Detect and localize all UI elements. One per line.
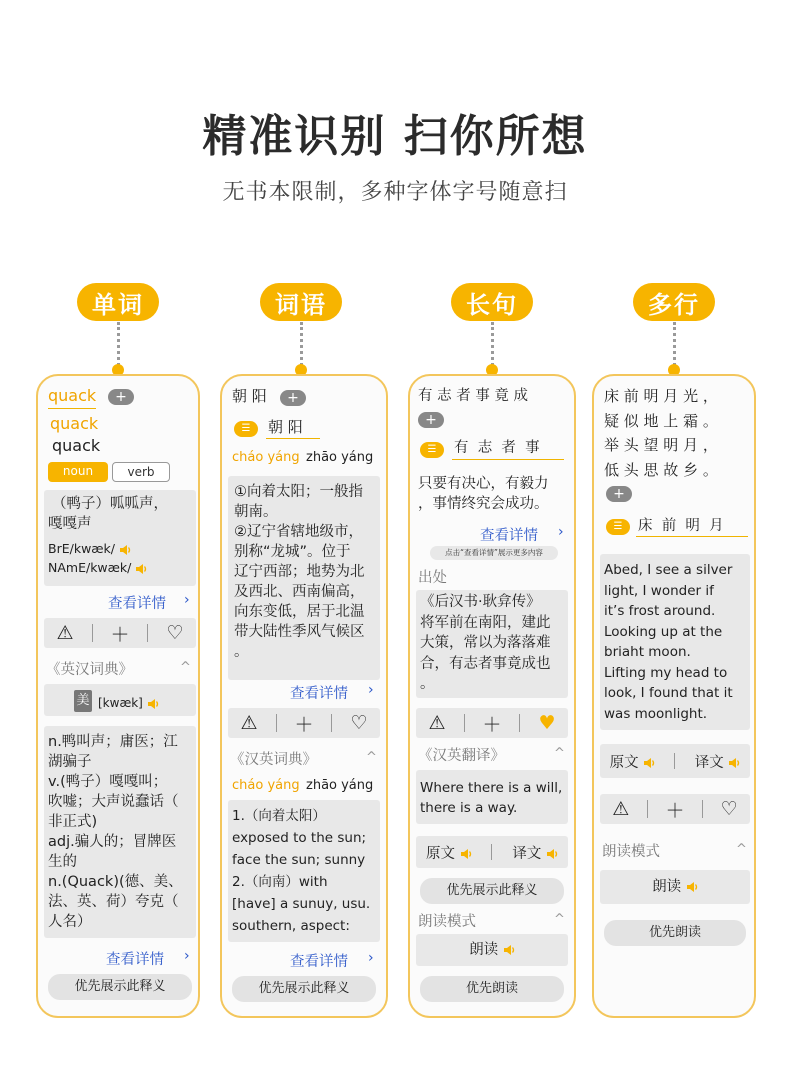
english-line: 2.（向南）with <box>232 874 328 890</box>
device-sentence <box>408 374 576 1018</box>
definition-line: 非正式) <box>48 814 98 830</box>
phonetic-bre: BrE/kwæk/ <box>48 539 131 559</box>
definition-line: ②辽宁省辖地级市， <box>234 524 363 540</box>
heart-icon[interactable]: ♡ <box>350 712 368 734</box>
heart-icon[interactable]: ♡ <box>720 798 738 820</box>
read-button[interactable]: 朗读 <box>416 934 568 966</box>
connector <box>491 322 494 366</box>
speaker-icon[interactable] <box>503 944 515 956</box>
source-label: 出处 <box>418 570 447 586</box>
speaker-icon[interactable] <box>460 848 472 860</box>
english-line: Where there is a will, <box>420 780 563 796</box>
definition-line: 吹嘘；大声说蠢话（ <box>48 794 179 810</box>
caret-up-icon[interactable]: ^ <box>736 842 747 857</box>
details-link[interactable]: 查看详情 <box>106 952 164 968</box>
chevron-right-icon: › <box>368 682 374 698</box>
priority-button[interactable]: 优先展示此释义 <box>48 974 192 1000</box>
english-line: there is a way. <box>420 800 518 816</box>
plus-icon[interactable]: ＋ <box>110 623 130 646</box>
definition-line: 法、英、荷）夸克（ <box>48 894 179 910</box>
plus-icon[interactable]: ＋ <box>482 713 502 736</box>
priority-read-button[interactable]: 优先朗读 <box>604 920 746 946</box>
definition-line: 别称“龙城”。位于 <box>234 544 351 560</box>
meaning-line: 只要有决心，有毅力 <box>418 476 549 492</box>
us-label: 美 <box>74 690 92 712</box>
exclamation-bubble-icon[interactable]: ⚠ <box>240 712 258 734</box>
poem-line: 床 前 明 月 光 ， <box>604 387 718 405</box>
details-link[interactable]: 查看详情 <box>290 686 348 702</box>
action-bar <box>44 618 196 648</box>
us-phonetic: [kwæk] <box>98 693 159 713</box>
source-line: 大策，常以为落落难 <box>420 635 551 651</box>
details-link[interactable]: 查看详情 <box>108 596 166 612</box>
note-icon: ☰ <box>420 442 444 458</box>
device-word <box>36 374 200 1018</box>
page-subtitle: 无书本限制，多种字体字号随意扫 <box>222 180 568 205</box>
read-toggle-row <box>600 744 750 778</box>
definition-line: ①向着太阳；一般指 <box>234 484 363 500</box>
note-icon: ☰ <box>606 519 630 535</box>
chevron-right-icon: › <box>558 524 564 540</box>
plus-icon[interactable]: + <box>280 390 306 406</box>
meaning-line: ，事情终究会成功。 <box>418 496 549 512</box>
dict-name: 《英汉词典》 <box>46 662 133 678</box>
english-line: Lifting my head to <box>604 664 728 681</box>
source-line: 。 <box>420 676 435 692</box>
hint-tooltip: 点击“查看详情”展示更多内容 <box>430 546 558 560</box>
english-line: Looking up at the <box>604 623 723 640</box>
connector <box>117 322 120 366</box>
read-toggle-row <box>416 836 568 868</box>
plus-icon[interactable]: + <box>418 412 444 428</box>
chevron-right-icon: › <box>184 592 190 608</box>
poem-line: 举 头 望 明 月 ， <box>604 436 718 454</box>
definition-line: 。 <box>234 644 249 660</box>
headword: 朝 阳 <box>268 418 303 436</box>
english-line: light, I wonder if <box>604 582 714 599</box>
original-button[interactable]: 原文 <box>426 842 472 863</box>
poem-line: 疑 似 地 上 霜 。 <box>604 411 718 430</box>
caret-up-icon[interactable]: ^ <box>180 660 191 675</box>
heart-filled-icon[interactable]: ♥ <box>538 712 556 734</box>
connector <box>673 322 676 366</box>
details-link[interactable]: 查看详情 <box>480 528 538 544</box>
plus-icon[interactable]: ＋ <box>294 713 314 736</box>
pinyin: cháo yáng <box>232 778 300 793</box>
english-line: look, I found that it <box>604 685 733 701</box>
priority-button[interactable]: 优先展示此释义 <box>232 976 376 1002</box>
plus-icon[interactable]: ＋ <box>665 799 685 822</box>
meaning-line: （鸭子）呱呱声， <box>52 496 168 512</box>
device-phrase <box>220 374 388 1018</box>
pill-word: 单词 <box>77 283 159 321</box>
meaning-line: 嘎嘎声 <box>48 516 92 532</box>
note-icon: ☰ <box>234 421 258 437</box>
source-line: 将军前在南阳，建此 <box>420 614 551 631</box>
speaker-icon[interactable] <box>135 563 147 575</box>
speaker-icon[interactable] <box>119 544 131 556</box>
exclamation-bubble-icon[interactable]: ⚠ <box>56 622 74 644</box>
pill-phrase: 词语 <box>260 283 342 321</box>
english-line: southern, aspect: <box>232 918 350 934</box>
definition-line: adj.骗人的；冒牌医 <box>48 834 177 850</box>
exclamation-bubble-icon[interactable]: ⚠ <box>428 712 446 734</box>
definition-line: 及西北、西南偏高， <box>234 584 365 600</box>
headword-underline <box>636 536 748 537</box>
translation-button[interactable]: 译文 <box>512 842 558 863</box>
speaker-icon[interactable] <box>147 698 159 710</box>
connector <box>300 322 303 366</box>
pinyin: zhāo yáng <box>306 450 374 465</box>
read-button[interactable]: 朗读 <box>600 870 750 904</box>
dict-name: 《汉英翻译》 <box>418 748 505 764</box>
caret-up-icon[interactable]: ^ <box>366 750 377 765</box>
definition-line: 辽宁西部；地势为北 <box>234 564 365 580</box>
tab-noun[interactable]: noun <box>48 462 108 482</box>
headword: quack <box>52 436 101 455</box>
priority-read-button[interactable]: 优先朗读 <box>420 976 564 1002</box>
scan-text: 有 志 者 事 竟 成 <box>418 388 529 404</box>
definition-line: 朝南。 <box>234 504 278 520</box>
dict-name: 《汉英词典》 <box>230 752 317 768</box>
english-line: was moonlight. <box>604 705 708 722</box>
scan-text: quack <box>48 386 97 405</box>
english-line: 1.（向着太阳） <box>232 808 326 824</box>
speaker-icon[interactable] <box>546 848 558 860</box>
original-button[interactable]: 原文 <box>610 751 656 772</box>
headword-orange: quack <box>50 414 99 433</box>
english-line: exposed to the sun; <box>232 830 367 846</box>
pinyin: zhāo yáng <box>306 778 374 793</box>
caret-up-icon[interactable]: ^ <box>554 912 565 927</box>
definition-line: v.(鸭子）嘎嘎叫； <box>48 774 168 790</box>
details-link[interactable]: 查看详情 <box>290 954 348 970</box>
pill-multiline: 多行 <box>633 283 715 321</box>
scan-underline <box>48 408 96 409</box>
page-title: 精准识别 扫你所想 <box>202 111 588 162</box>
tab-verb[interactable]: verb <box>112 462 170 482</box>
plus-icon[interactable]: + <box>606 486 632 502</box>
exclamation-bubble-icon[interactable]: ⚠ <box>612 798 630 820</box>
chevron-right-icon: › <box>184 948 190 964</box>
chevron-right-icon: › <box>368 950 374 966</box>
source-line: 合，有志者事竟成也 <box>420 655 551 672</box>
priority-button[interactable]: 优先展示此释义 <box>420 878 564 904</box>
headword-underline <box>266 438 320 439</box>
device-multiline <box>592 374 756 1018</box>
read-mode-label: 朗读模式 <box>418 914 476 930</box>
heart-icon[interactable]: ♡ <box>166 622 184 644</box>
source-line: 《后汉书·耿弇传》 <box>420 594 541 610</box>
definition-line: 湖骗子 <box>48 754 92 770</box>
read-mode-label: 朗读模式 <box>602 844 660 860</box>
definition-line: 生的 <box>48 854 77 870</box>
headword: 有 志 者 事 <box>454 440 540 456</box>
english-line: face the sun; sunny <box>232 852 366 868</box>
translation-button[interactable]: 译文 <box>695 751 741 772</box>
speaker-icon[interactable] <box>686 881 698 893</box>
english-line: [have] a sunuy, usu. <box>232 896 371 912</box>
plus-icon[interactable]: + <box>108 389 134 405</box>
english-line: Abed, I see a silver <box>604 562 733 578</box>
pill-sentence: 长句 <box>451 283 533 321</box>
definition-line: 向东变低，居于北温 <box>234 604 365 620</box>
headword-underline <box>452 459 564 460</box>
poem-line: 低 头 思 故 乡 。 <box>604 460 718 479</box>
phonetic-name: NAmE/kwæk/ <box>48 558 147 578</box>
headword: 床 前 明 月 <box>638 518 724 534</box>
definition-line: 带大陆性季风气候区 <box>234 624 365 640</box>
action-bar <box>416 708 568 738</box>
definition-line: n.(Quack)(德、美、 <box>48 874 183 890</box>
speaker-icon[interactable] <box>728 757 740 769</box>
caret-up-icon[interactable]: ^ <box>554 746 565 761</box>
pinyin: cháo yáng <box>232 450 300 465</box>
action-bar <box>228 708 380 738</box>
speaker-icon[interactable] <box>643 757 655 769</box>
english-line: briaht moon. <box>604 644 691 660</box>
definition-line: n.鸭叫声；庸医；江 <box>48 734 178 750</box>
action-bar <box>600 794 750 824</box>
scan-text: 朝 阳 <box>232 387 267 405</box>
definition-line: 人名） <box>48 914 92 930</box>
english-line: it’s frost around. <box>604 603 716 619</box>
